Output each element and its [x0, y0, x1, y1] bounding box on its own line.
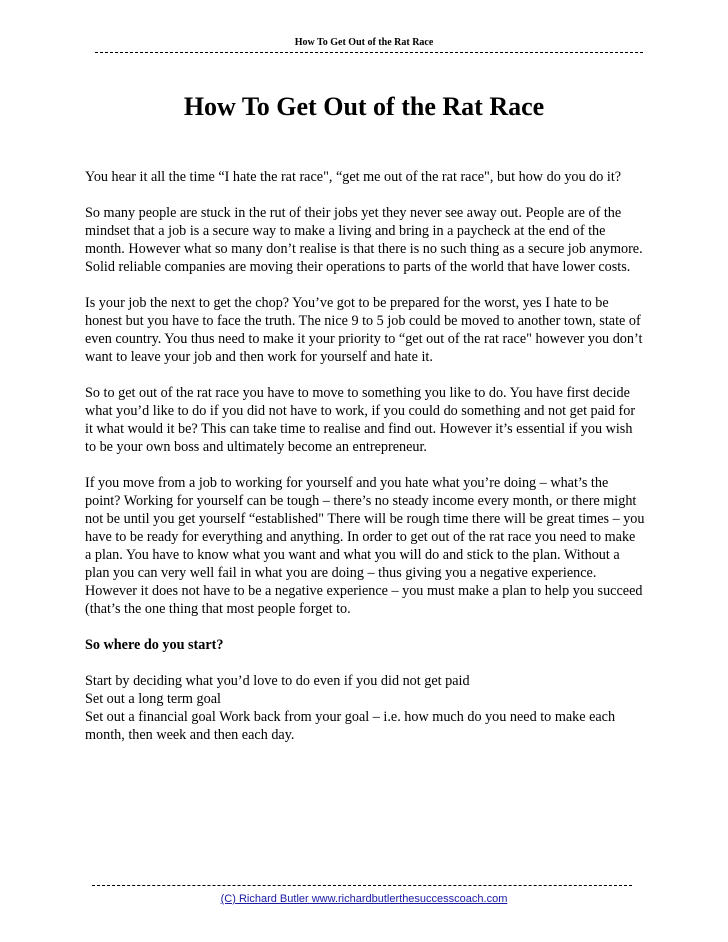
footer: [0, 893, 728, 906]
step-item: Set out a financial goal Work back from your goal – i.e. how much do you need to make each month, then week and then each day.: [85, 709, 616, 743]
paragraph-secure-job: So many people are stuck in the rut of their jobs yet they never see away out. People are of the mindset that a job is a secure way to make a living and bring in a paycheck at the end of the month. However what so many don’t realise is that there is no such thing as a secure job anymore. Solid reliable companies are moving their operations to parts of the world that have lower costs.: [85, 205, 643, 275]
header-divider: [95, 52, 643, 53]
steps-list: [85, 672, 645, 744]
paragraph-intro: You hear it all the time “I hate the rat race", “get me out of the rat race", but how do you do it?: [85, 169, 622, 185]
running-header: How To Get Out of the Rat Race: [294, 37, 434, 48]
step-item: Start by deciding what you’d love to do even if you did not get paid: [85, 673, 470, 689]
paragraph-what-you-like: So to get out of the rat race you have to move to something you like to do. You have first decide what you’d like to do if you did not have to work, if you could do something and not get paid for it what would it be? This can take time to realise and find out. However it’s essential if you wish to be your own boss and ultimately become an entrepreneur.: [85, 385, 636, 455]
footer-divider: [92, 885, 632, 886]
page-title: How To Get Out of the Rat Race: [183, 92, 545, 121]
step-item: Set out a long term goal: [85, 691, 221, 707]
section-subheading: So where do you start?: [85, 637, 224, 653]
paragraph-make-a-plan: If you move from a job to working for yourself and you hate what you’re doing – what’s the point? Working for yourself can be tough – there’s no steady income every month, or there might not be until you get yourself “established" There will be rough time there will be great times – you have to be ready for everything and anything. In order to get out of the rat race you need to make a plan. You have to know what you want and what you will do and stick to the plan. Without a plan you can very well fail in what you are doing – thus giving you a negative experience. However it does not have to be a negative experience – you must make a plan to help you succeed (that’s the one thing that most people forget to.: [85, 475, 645, 617]
article-body: [85, 168, 645, 762]
paragraph-chop: Is your job the next to get the chop? You’ve got to be prepared for the worst, yes I hate to be honest but you have to face the truth. The nice 9 to 5 job could be moved to another town, state of even country. You thus need to make it your priority to “get out of the rat race" however you don’t want to leave your job and then work for yourself and hate it.: [85, 295, 643, 365]
copyright-link[interactable]: (C) Richard Butler www.richardbutlerthesuccesscoach.com: [220, 893, 508, 905]
